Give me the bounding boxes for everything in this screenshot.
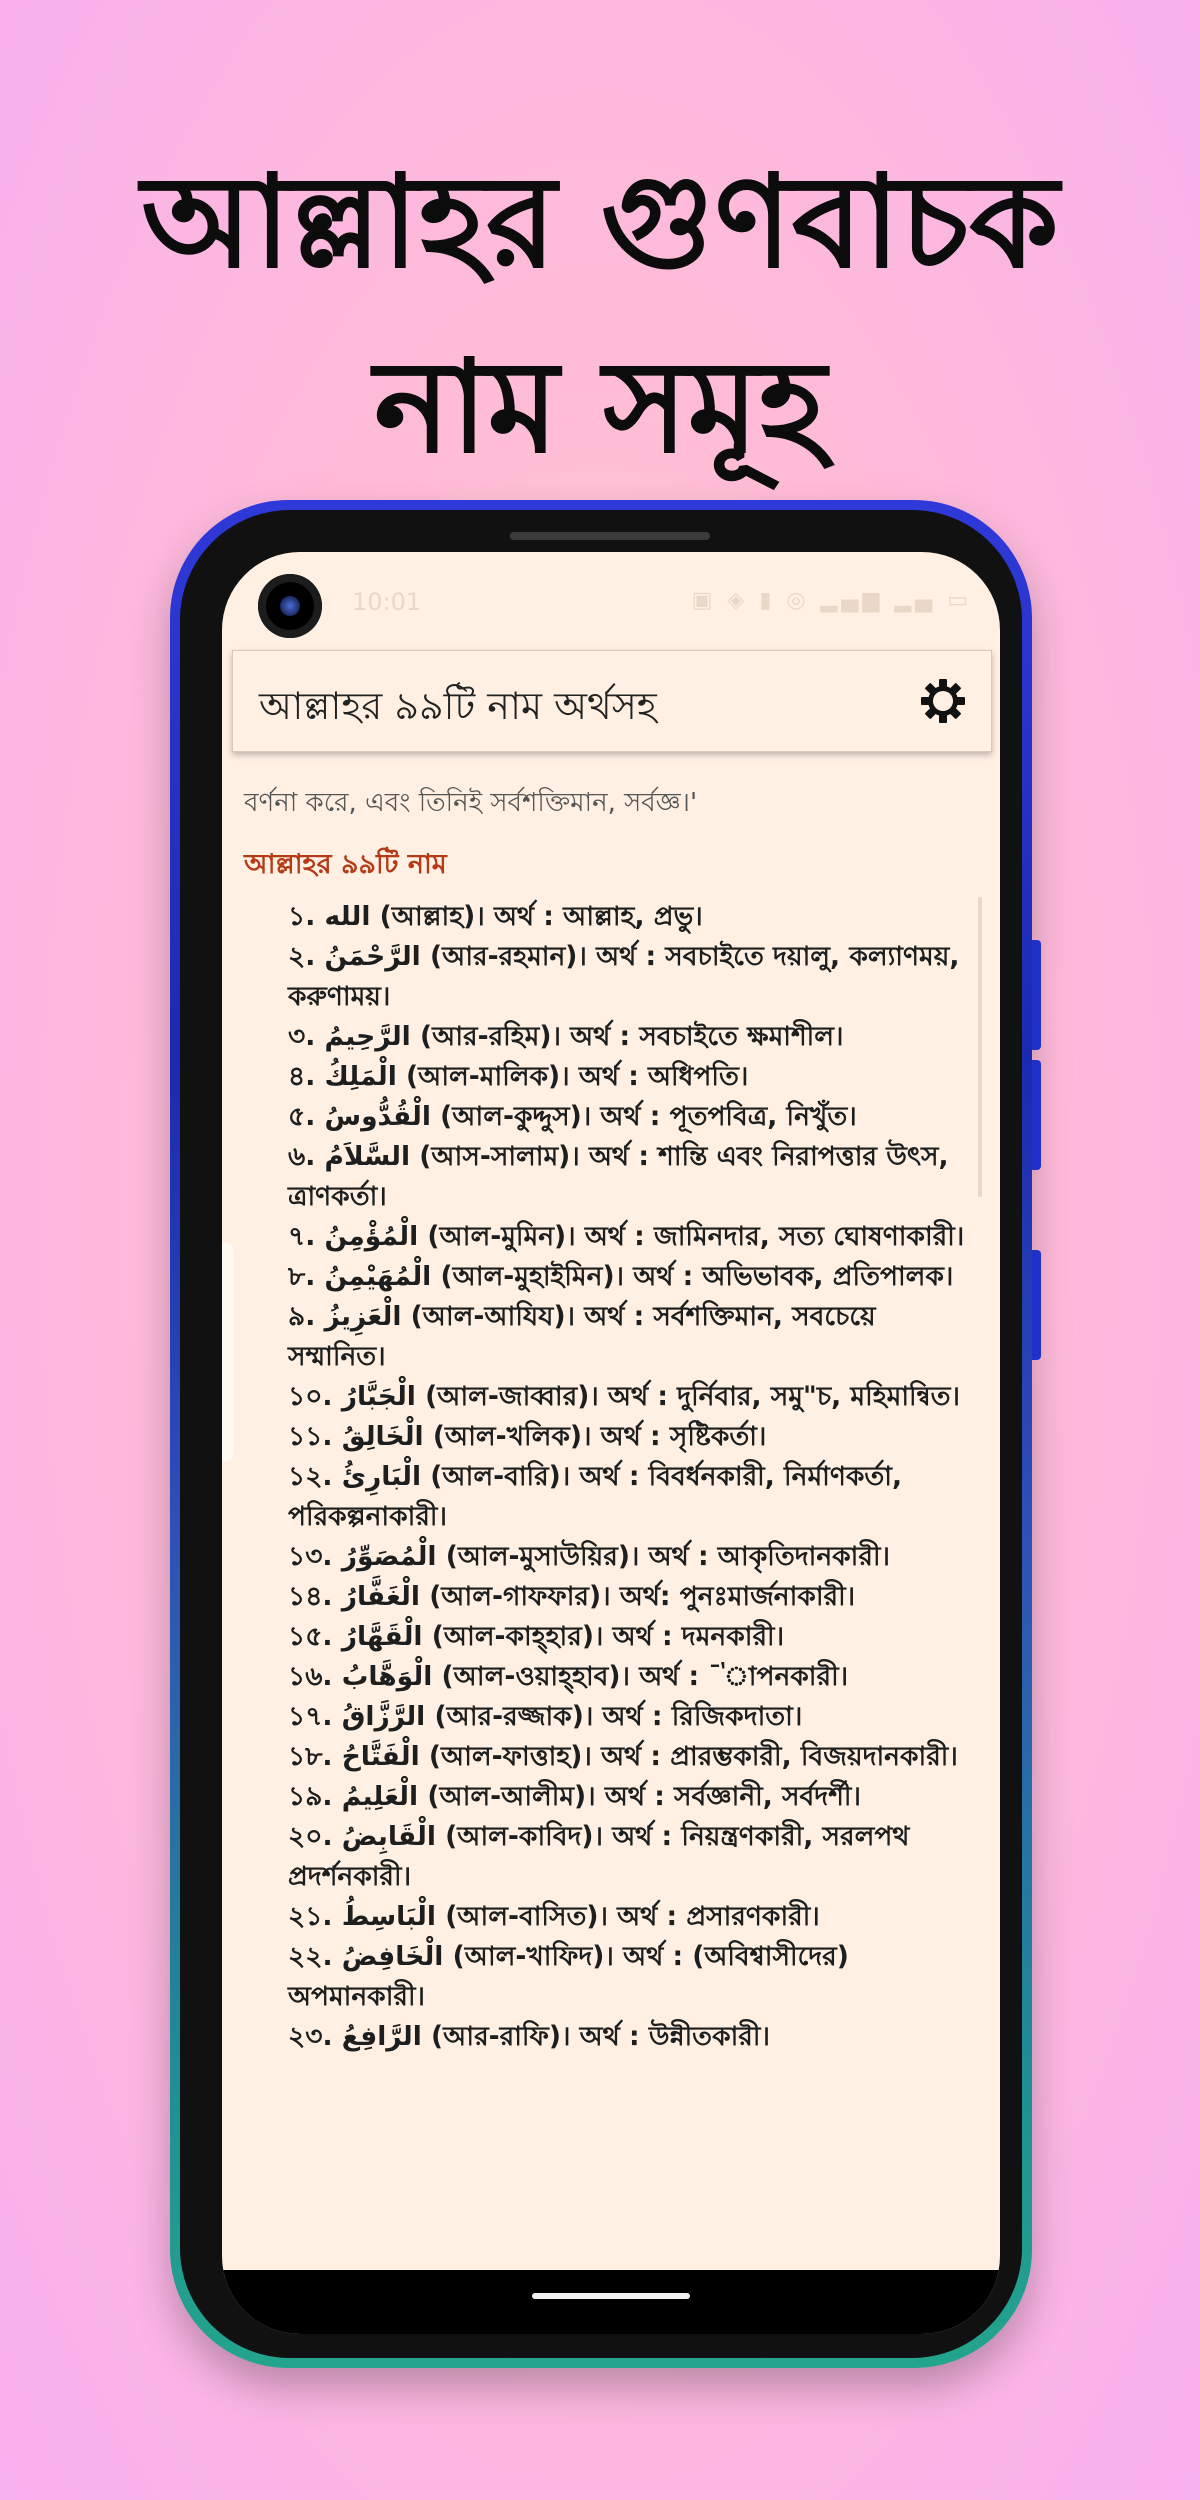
name-list-item: ১০. الْجَبَّارُ (আল-জাব্বার)। অর্থ : দুর্নিবার, সমু"চ, মহিমান্বিত। [288,1381,961,1412]
earpiece-speaker [510,532,710,540]
intro-text: বর্ণনা করে, এবং তিনিই সর্বশক্তিমান, সর্বজ্ঞ।' [244,788,698,818]
name-list-item: ১১. الْخَالِقُ (আল-খলিক)। অর্থ : সৃষ্টিকর্তা। [288,1421,767,1452]
name-list-item: ১৮. الْفَتَّاحُ (আল-ফাত্তাহ)। অর্থ : প্রারম্ভকারী, বিজয়দানকারী। [288,1741,958,1772]
status-time: 10:01 [352,588,422,616]
volume-up-button [1032,940,1041,1050]
promo-title-line1: আল্লাহর গুণবাচক [141,148,1059,297]
name-list-item: ১৬. الْوَهَّابُ (আল-ওয়াহ্‌হাব)। অর্থ : ¯'াপনকারী। [288,1661,849,1692]
status-bar [222,552,1000,662]
section-heading: আল্লাহর ৯৯টি নাম [244,849,447,880]
name-list-item: ৮. الْمُهَيْمِنُ (আল-মুহাইমিন)। অর্থ : অভিভাবক, প্রতিপালক। [288,1261,954,1292]
names-list [288,897,978,2057]
name-list-item: ২২. الْخَافِضُ (আল-খাফিদ)। অর্থ : (অবিশ্বাসীদের) অপমানকারী। [288,1941,849,2012]
name-list-item: ১২. الْبَارِئُ (আল-বারি)। অর্থ : বিবর্ধনকারী, নির্মাণকর্তা, পরিকল্পনাকারী। [288,1461,903,1532]
promo-title-line2: নাম সমূহ [373,333,827,482]
volume-down-button [1032,1060,1041,1170]
name-list-item: ১৩. الْمُصَوِّرُ (আল-মুসাউয়ির)। অর্থ : আকৃতিদানকারী। [288,1541,890,1572]
promo-title [0,130,1200,500]
gear-icon [919,677,967,725]
front-camera [258,574,322,638]
name-list-item: ৬. السَّلاَمُ (আস-সালাম)। অর্থ : শান্তি এবং নিরাপত্তার উৎস, ত্রাণকর্তা। [288,1141,949,1212]
name-list-item: ২৩. الرَّافِعُ (আর-রাফি)। অর্থ : উন্নীতকারী। [288,2021,770,2052]
name-list-item: ১. الله (আল্লাহ)। অর্থ : আল্লাহ, প্রভু। [288,901,703,932]
phone-bezel [180,510,1022,2358]
name-list-item: ২১. الْبَاسِطُ (আল-বাসিত)। অর্থ : প্রসারণকারী। [288,1901,820,1932]
phone-frame [170,500,1032,2368]
name-list-item: ২. الرَّحْمَنُ (আর-রহমান)। অর্থ : সবচাইতে দয়ালু, কল্যাণময়, করুণাময়। [288,941,960,1012]
power-button [1032,1250,1041,1360]
app-title: আল্লাহর ৯৯টি নাম অর্থসহ [259,684,657,728]
status-icons: ▣ ◈ ▮ ◎ ▂▄▆ ▂▄ ▭ [691,588,972,613]
name-list-item: ৩. الرَّحِيمُ (আর-রহিম)। অর্থ : সবচাইতে ক্ষমাশীল। [288,1021,844,1052]
name-list-item: ৯. الْعَزِيزُ (আল-আযিয)। অর্থ : সর্বশক্তিমান, সবচেয়ে সম্মানিত। [288,1301,876,1372]
name-list-item: ১৭. الرَّزَّاقُ (আর-রজ্জাক)। অর্থ : রিজিকদাতা। [288,1701,803,1732]
name-list-item: ৪. الْمَلِكُ (আল-মালিক)। অর্থ : অধিপতি। [288,1061,749,1092]
name-list-item: ১৯. الْعَلِيمُ (আল-আলীম)। অর্থ : সর্বজ্ঞানী, সর্বদর্শী। [288,1781,861,1812]
name-list-item: ৫. الْقُدُّوسُ (আল-কুদ্দুস)। অর্থ : পূতপবিত্র, নিখুঁত। [288,1101,857,1132]
name-list-item: ১৫. الْقَهَّارُ (আল-কাহ্‌হার)। অর্থ : দমনকারী। [288,1621,785,1652]
settings-button[interactable] [915,673,971,729]
name-list-item: ৭. الْمُؤْمِنُ (আল-মুমিন)। অর্থ : জামিনদার, সত্য ঘোষণাকারী। [288,1221,965,1252]
edge-panel-handle[interactable] [222,1242,234,1462]
navigation-bar [222,2270,1000,2334]
scrollbar-thumb[interactable] [978,897,982,1197]
phone-screen [222,552,1000,2334]
home-indicator[interactable] [532,2293,690,2299]
name-list-item: ১৪. الْغَفَّارُ (আল-গাফফার)। অর্থ: পুনঃমার্জনাকারী। [288,1581,856,1612]
app-bar [232,650,992,752]
name-list-item: ২০. الْقَابِضُ (আল-কাবিদ)। অর্থ : নিয়ন্ত্রণকারী, সরলপথ প্রদর্শনকারী। [288,1821,910,1892]
